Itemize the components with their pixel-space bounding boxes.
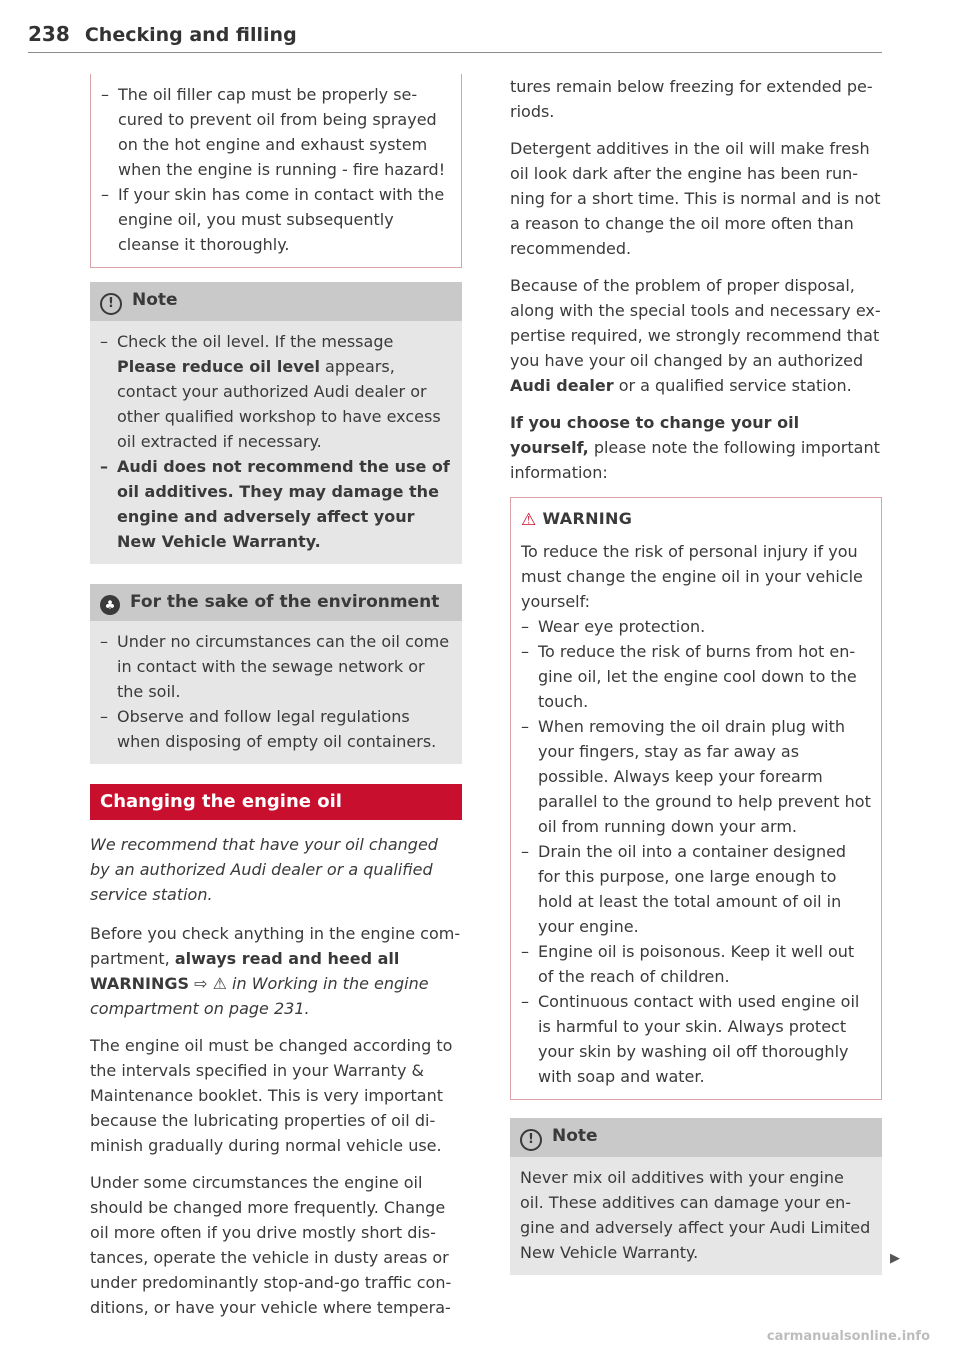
environment-title: For the sake of the environment — [130, 592, 440, 612]
watermark: carmanualsonline.info — [766, 1329, 930, 1344]
warning-box — [510, 497, 882, 1100]
page-title: Checking and filling — [84, 24, 297, 46]
caution-icon: ! — [520, 1129, 542, 1151]
list-item: – When removing the oil drain plug with your fingers, stay as far away as possible. Always keep your forearm parallel to the ground to help prevent hot oil from running down your arm. — [521, 714, 871, 839]
paragraph — [510, 410, 882, 485]
continue-arrow-icon: ▶ — [890, 1251, 900, 1266]
right-column — [510, 74, 900, 1295]
warning-intro: To reduce the risk of personal injury if you must change the engine oil in your vehicle yourself: — [521, 542, 863, 611]
note-title: Note — [132, 290, 178, 310]
text: Before you check anything in the engine compartment, — [90, 924, 461, 968]
environment-box — [90, 584, 462, 764]
page-header — [28, 22, 882, 46]
paragraph: tures remain below freezing for extended periods. — [510, 77, 873, 121]
paragraph: The engine oil must be changed according to the intervals specified in your Warranty & Maintenance booklet. This is very important because the lubricating properties of oil diminish gradually during normal vehicle use. — [90, 1036, 453, 1155]
text: or a qualified service station. — [613, 376, 852, 395]
left-column — [90, 74, 462, 1332]
header-rule — [28, 52, 882, 53]
note-title: Note — [552, 1126, 598, 1146]
text: Because of the problem of proper disposal, along with the special tools and necessary expertise required, we strongly recommend that you have your oil changed by an authorized — [510, 276, 881, 370]
paragraph: Under some circumstances the engine oil should be changed more frequently. Change oil more often if you drive mostly short distances, operate the vehicle in dusty areas or under predominantly stop-and-go traffic conditions, or have your vehicle where tempera- — [90, 1173, 452, 1317]
text: please note the following important information: — [510, 438, 880, 482]
note-text: Never mix oil additives with your engine oil. These additives can damage your engine and adversely affect your Audi Limited New Vehicle Warranty. — [520, 1168, 871, 1262]
note-header — [90, 282, 462, 321]
note-text: Check the oil level. If the message — [117, 332, 394, 351]
warning-continued-box — [90, 74, 462, 268]
environment-icon: ♣ — [100, 595, 120, 615]
environment-header — [90, 584, 462, 621]
list-item: – Continuous contact with used engine oil is harmful to your skin. Always protect your skin by washing oil off thoroughly with soap and water. — [521, 989, 871, 1089]
note-box-2 — [510, 1118, 900, 1275]
note-header — [510, 1118, 882, 1157]
list-item: – Under no circumstances can the oil come in contact with the sewage network or the soil. — [100, 629, 452, 704]
bold-text: always read and heed all WARNINGS — [90, 949, 400, 993]
bold-text: Audi dealer — [510, 376, 614, 395]
list-item: – If your skin has come in contact with the engine oil, you must subsequently cleanse it thoroughly. — [101, 182, 451, 257]
list-item: – Wear eye protection. — [521, 614, 871, 639]
paragraph — [90, 921, 462, 1021]
list-item: – The oil filler cap must be properly secured to prevent oil from being sprayed on the hot engine and exhaust system when the engine is running - fire hazard! — [101, 82, 451, 182]
warning-header — [521, 506, 871, 533]
warning-ref-icon[interactable]: ⇨ ⚠ — [189, 974, 233, 993]
bold-text: If you choose to change your oil yourself, — [510, 413, 800, 457]
note-box — [90, 282, 462, 564]
warning-triangle-icon: ⚠ — [521, 510, 537, 530]
caution-icon: ! — [100, 293, 122, 315]
cross-reference-link[interactable]: in Working in the engine compartment on page 231. — [90, 974, 429, 1018]
list-item — [100, 329, 452, 454]
message-name: Please reduce oil level — [117, 357, 320, 376]
list-item: – Observe and follow legal regulations when disposing of empty oil containers. — [100, 704, 452, 754]
warning-title: WARNING — [542, 509, 633, 528]
paragraph: Detergent additives in the oil will make fresh oil look dark after the engine has been running for a short time. This is normal and is not a reason to change the oil more often than recommended. — [510, 139, 881, 258]
page-number: 238 — [28, 22, 70, 46]
list-item: – Audi does not recommend the use of oil additives. They may damage the engine and adversely affect your New Vehicle Warranty. — [100, 454, 452, 554]
list-item: – Drain the oil into a container designed for this purpose, one large enough to hold at least the total amount of oil in your engine. — [521, 839, 871, 939]
list-item: – To reduce the risk of burns from hot engine oil, let the engine cool down to the touch. — [521, 639, 871, 714]
section-heading: Changing the engine oil — [90, 784, 462, 820]
note-text: appears, contact your authorized Audi dealer or other qualified workshop to have excess oil extracted if necessary. — [117, 357, 441, 451]
paragraph — [510, 273, 882, 398]
list-item: – Engine oil is poisonous. Keep it well out of the reach of children. — [521, 939, 871, 989]
intro-paragraph: We recommend that have your oil changed by an authorized Audi dealer or a qualified service station. — [90, 835, 438, 904]
